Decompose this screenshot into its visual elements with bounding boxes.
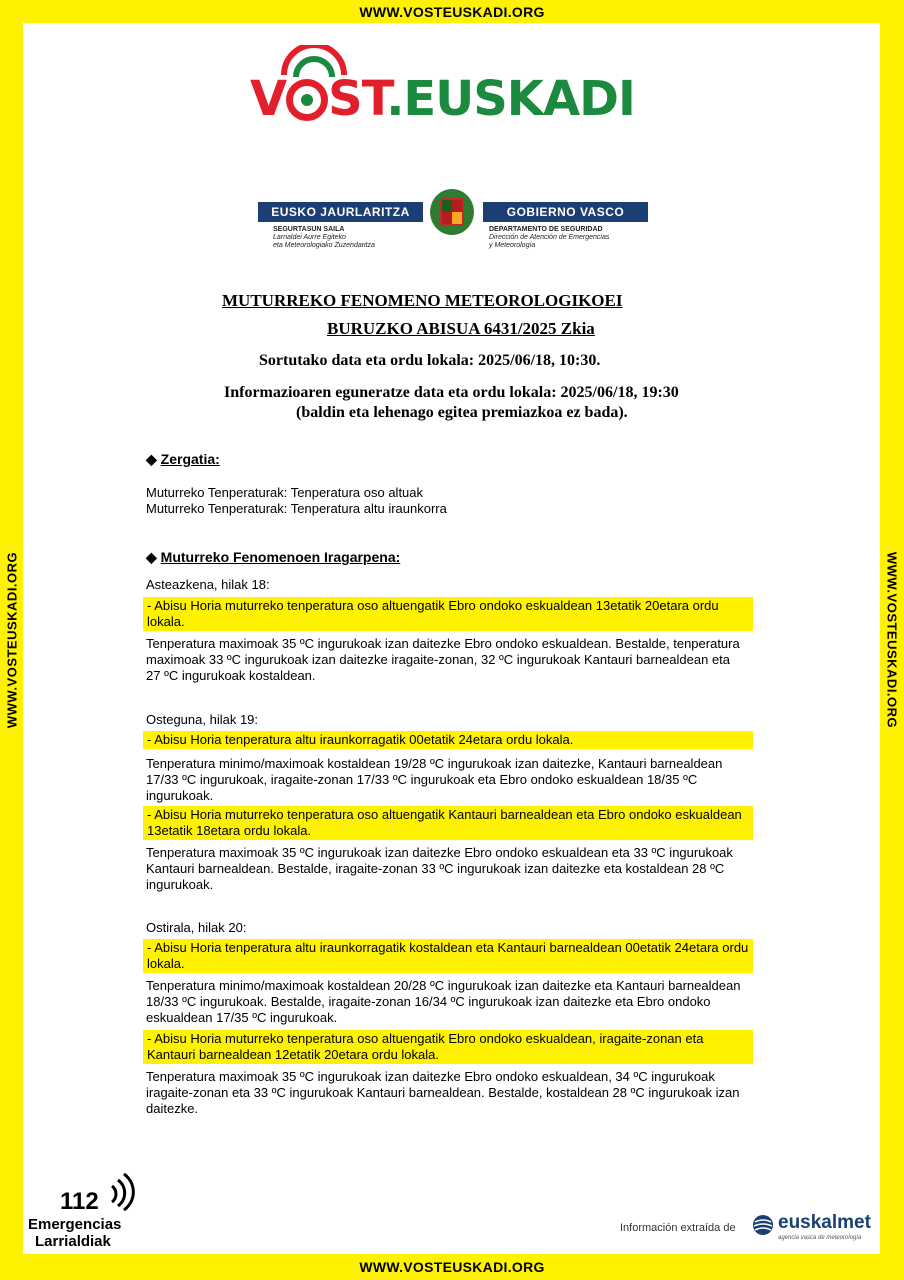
gov-right-sub2: y Meteorología [489,242,536,249]
yellow-alert: - Abisu Horia muturreko tenperatura oso altuengatik Ebro ondoko eskualdean, iragaite-zonan eta Kantauri barnealdean 12etatik 20etara ordu lokala. [143,1030,753,1064]
euskalmet-tagline: agencia vasca de meteorología [778,1235,862,1241]
forecast-text: Tenperatura minimo/maximoak kostaldean 20/28 ºC ingurukoak izan daitezke eta Kantauri barnealdean 18/33 ºC ingurukoak. Bestalde, iragaite-zonan 16/34 ºC ingurukoak izan daitezke eta Ebro ondoko eskualdean 17/35 ºC ingurukoak. [146,978,741,1025]
gov-right-sub1: Dirección de Atención de Emergencias [489,234,610,241]
gov-right-dept: DEPARTAMENTO DE SEGURIDAD [489,226,603,233]
diamond-bullet-icon: ◆ [146,549,157,565]
euskalmet-logo [752,1212,877,1248]
forecast-text: Tenperatura maximoak 35 ºC ingurukoak izan daitezke Ebro ondoko eskualdean. Bestalde, tenperatura maximoak 33 ºC ingurukoak izan daitezke iragaite-zonan, 32 ºC ingurukoak Kantauri barnealdean eta 27 ºC ingurukoak kostaldean. [146,636,740,683]
gov-left-subtext [273,226,423,250]
source-text: Información extraída de [620,1222,736,1234]
gov-left-sub1: Larrialdei Aurre Egiteko [273,234,346,241]
logo-st: ST [328,71,387,127]
diamond-bullet-icon: ◆ [146,451,157,467]
e112-number: 112 [60,1188,99,1215]
section-zergatia-label: Zergatia: [160,451,220,467]
logo-o-ring [286,79,328,121]
section-iragarpena-label: Muturreko Fenomenoen Iragarpena: [160,549,401,565]
yellow-alert: - Abisu Horia muturreko tenperatura oso altuengatik Ebro ondoko eskualdean 13etatik 20etara ordu lokala. [143,597,753,631]
section-iragarpena [146,549,400,566]
vost-euskadi-logo [250,45,650,125]
update-note: (baldin eta lehenago egitea premiazkoa ez bada). [296,404,628,421]
emergencias-112-logo [28,1172,138,1252]
yellow-alert: - Abisu Horia tenperatura altu iraunkorragatik kostaldean eta Kantauri barnealdean 00etatik 24etara ordu lokala. [143,939,753,973]
forecast-text: Tenperatura maximoak 35 ºC ingurukoak izan daitezke Ebro ondoko eskualdean, 34 ºC ingurukoak iragaite-zonan eta 33 ºC ingurukoak Kantauri barnealdean. Bestalde, kostaldean 28 ºC ingurukoak izan daitezke. [146,1069,740,1116]
day-heading: Asteazkena, hilak 18: [146,577,270,592]
ikurrina-icon [301,94,313,106]
day-heading: Osteguna, hilak 19: [146,712,259,727]
gov-left-bar: EUSKO JAURLARITZA [258,202,423,222]
frame-left-url: WWW.VOSTEUSKADI.ORG [4,551,20,729]
title-line1: MUTURREKO FENOMENO METEOROLOGIKOEI [222,291,623,310]
yellow-alert: - Abisu Horia muturreko tenperatura oso altuengatik Kantauri barnealdean eta Ebro ondoko eskualdean 13etatik 18etara ordu lokala. [143,806,753,840]
forecast-text: Tenperatura minimo/maximoak kostaldean 19/28 ºC ingurukoak izan daitezke, Kantauri barnealdean 17/33 ºC ingurukoak, iragaite-zonan 17/33 ºC ingurukoak eta Ebro ondoko eskualdean 18/35 ºC ingurukoak. [146,756,723,803]
e112-line1: Emergencias [28,1216,122,1233]
section-zergatia [146,451,220,468]
gov-left-dept: SEGURTASUN SAILA [273,226,345,233]
yellow-alert: - Abisu Horia tenperatura altu iraunkorragatik 00etatik 24etara ordu lokala. [143,731,753,749]
created-date: Sortutako data eta ordu lokala: 2025/06/18, 10:30. [259,352,601,369]
title-line2: BURUZKO ABISUA 6431/2025 Zkia [327,319,595,338]
cause-line: Muturreko Tenperaturak: Tenperatura oso altuak [146,485,424,500]
cause-line: Muturreko Tenperaturak: Tenperatura altu iraunkorra [146,501,447,516]
update-date: Informazioaren eguneratze data eta ordu lokala: 2025/06/18, 19:30 [224,384,679,401]
signal-waves-icon [108,1172,138,1212]
euskalmet-globe-icon [752,1214,774,1236]
frame-right-url: WWW.VOSTEUSKADI.ORG [884,551,900,729]
frame-top-url: WWW.VOSTEUSKADI.ORG [359,4,545,20]
gov-left-sub2: eta Meteorologiako Zuzendaritza [273,242,375,249]
coat-of-arms-icon [428,188,476,236]
logo-dot: . [386,71,404,127]
logo-v: V [250,71,287,127]
gov-right-subtext [489,226,649,250]
frame-bottom-url: WWW.VOSTEUSKADI.ORG [359,1259,545,1275]
day-heading: Ostirala, hilak 20: [146,920,247,935]
gobierno-vasco-logo [258,188,648,254]
e112-line2: Larrialdiak [35,1233,111,1250]
logo-euskadi: EUSKADI [403,71,635,127]
forecast-text: Tenperatura maximoak 35 ºC ingurukoak izan daitezke Ebro ondoko eskualdean eta 33 ºC ingurukoak Kantauri barnealdean. Bestalde, iragaite-zonan 33 ºC ingurukoak izan daitezke eta kostaldean 28 ºC ingurukoak. [146,845,733,892]
euskalmet-name: euskalmet [778,1212,871,1233]
gov-right-bar: GOBIERNO VASCO [483,202,648,222]
